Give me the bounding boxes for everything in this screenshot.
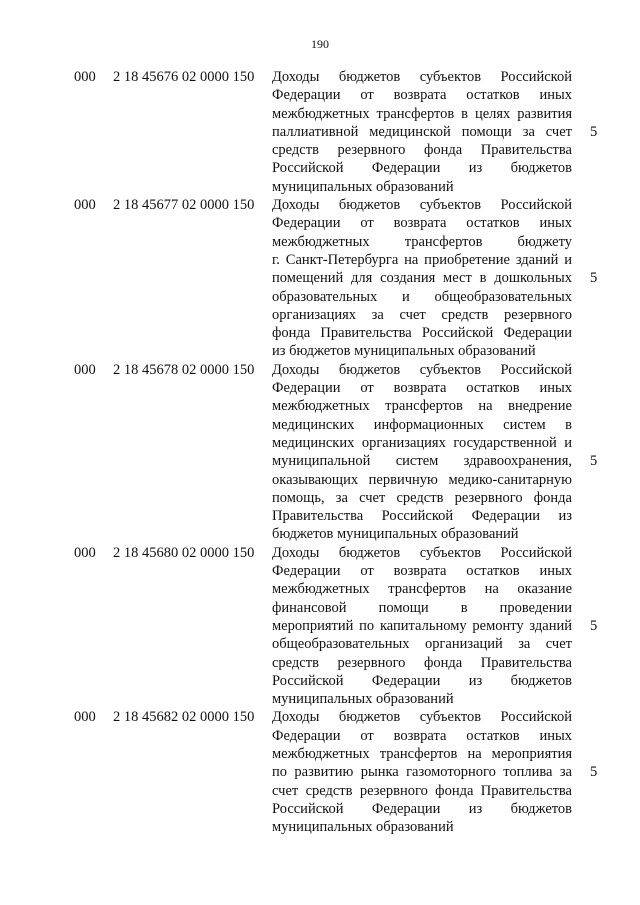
admin-code: 000	[74, 197, 96, 214]
description-line: Федерации от возврата остатков иных	[272, 215, 572, 232]
description-line: общеобразовательных организаций за счет	[272, 636, 572, 653]
description-line: Доходы бюджетов субъектов Российской	[272, 709, 572, 726]
description-line: бюджетов муниципальных образований	[272, 526, 519, 543]
description-line: оказывающих первичную медико-санитарную	[272, 471, 572, 488]
budget-classification-code: 2 18 45680 02 0000 150	[113, 544, 255, 561]
description-line: муниципальных образований	[272, 691, 454, 708]
description-line: Федерации от возврата остатков иных	[272, 380, 572, 397]
description-line: Доходы бюджетов субъектов Российской	[272, 69, 572, 85]
description-line: межбюджетных трансфертов на мероприятия	[272, 745, 572, 762]
description-line: Российской Федерации из бюджетов	[272, 672, 572, 689]
amount-value: 5	[590, 617, 598, 634]
admin-code: 000	[74, 69, 96, 85]
page-number: 190	[311, 37, 329, 51]
revenue-table	[0, 68, 640, 836]
description-line: Доходы бюджетов субъектов Российской	[272, 197, 572, 214]
revenue-description	[272, 361, 572, 544]
description-line: медицинских информационных систем в	[272, 416, 572, 433]
description-line: образовательных и общеобразовательных	[272, 288, 572, 305]
budget-classification-code: 2 18 45678 02 0000 150	[113, 361, 255, 378]
amount-value: 5	[590, 764, 598, 781]
revenue-description	[272, 544, 572, 709]
amount-value: 5	[590, 453, 598, 470]
description-line: организациях за счет средств резервного	[272, 306, 572, 323]
description-line: по развитию рынка газомоторного топлива за	[272, 764, 572, 781]
description-line: Правительства Российской Федерации из	[272, 508, 572, 525]
amount-value: 5	[590, 270, 598, 287]
description-line: Федерации от возврата остатков иных	[272, 727, 572, 744]
description-line: средств резервного фонда Правительства	[272, 654, 572, 671]
description-line: межбюджетных трансфертов на внедрение	[272, 398, 572, 415]
admin-code: 000	[74, 361, 96, 378]
budget-classification-code: 2 18 45682 02 0000 150	[113, 709, 255, 726]
description-line: Российской Федерации из бюджетов	[272, 160, 572, 177]
amount-value: 5	[590, 123, 598, 140]
budget-classification-code: 2 18 45677 02 0000 150	[113, 197, 255, 214]
table-row	[0, 361, 640, 544]
description-line: Доходы бюджетов субъектов Российской	[272, 544, 572, 561]
description-line: Федерации от возврата остатков иных	[272, 87, 572, 104]
description-line: межбюджетных трансфертов в целях развития	[272, 105, 572, 122]
description-line: фонда Правительства Российской Федерации	[272, 325, 572, 342]
description-line: финансовой помощи в проведении	[272, 599, 572, 616]
description-line: помещений для создания мест в дошкольных	[272, 270, 572, 287]
description-line: муниципальной систем здравоохранения,	[272, 453, 572, 470]
table-row	[0, 68, 640, 196]
description-line: средств резервного фонда Правительства	[272, 142, 572, 159]
description-line: счет средств резервного фонда Правительства	[272, 782, 572, 799]
description-line: медицинских организациях государственной и	[272, 434, 572, 451]
description-line: муниципальных образований	[272, 178, 454, 195]
revenue-description	[272, 708, 572, 836]
revenue-description	[272, 196, 572, 361]
revenue-description	[272, 68, 572, 196]
description-line: муниципальных образований	[272, 819, 454, 836]
description-line: Доходы бюджетов субъектов Российской	[272, 361, 572, 378]
table-row	[0, 708, 640, 836]
description-line: г. Санкт-Петербурга на приобретение зданий и	[272, 251, 572, 268]
description-line: Российской Федерации из бюджетов	[272, 800, 572, 817]
table-row	[0, 196, 640, 361]
table-row	[0, 544, 640, 709]
description-line: мероприятий по капитальному ремонту зданий	[272, 617, 572, 634]
description-line: межбюджетных трансфертов бюджету	[272, 233, 572, 250]
budget-classification-code: 2 18 45676 02 0000 150	[113, 69, 255, 85]
admin-code: 000	[74, 544, 96, 561]
description-line: паллиативной медицинской помощи за счет	[272, 123, 572, 140]
description-line: помощь, за счет средств резервного фонда	[272, 489, 572, 506]
description-line: Федерации от возврата остатков иных	[272, 563, 572, 580]
description-line: из бюджетов муниципальных образований	[272, 343, 536, 360]
admin-code: 000	[74, 709, 96, 726]
description-line: межбюджетных трансфертов на оказание	[272, 581, 572, 598]
